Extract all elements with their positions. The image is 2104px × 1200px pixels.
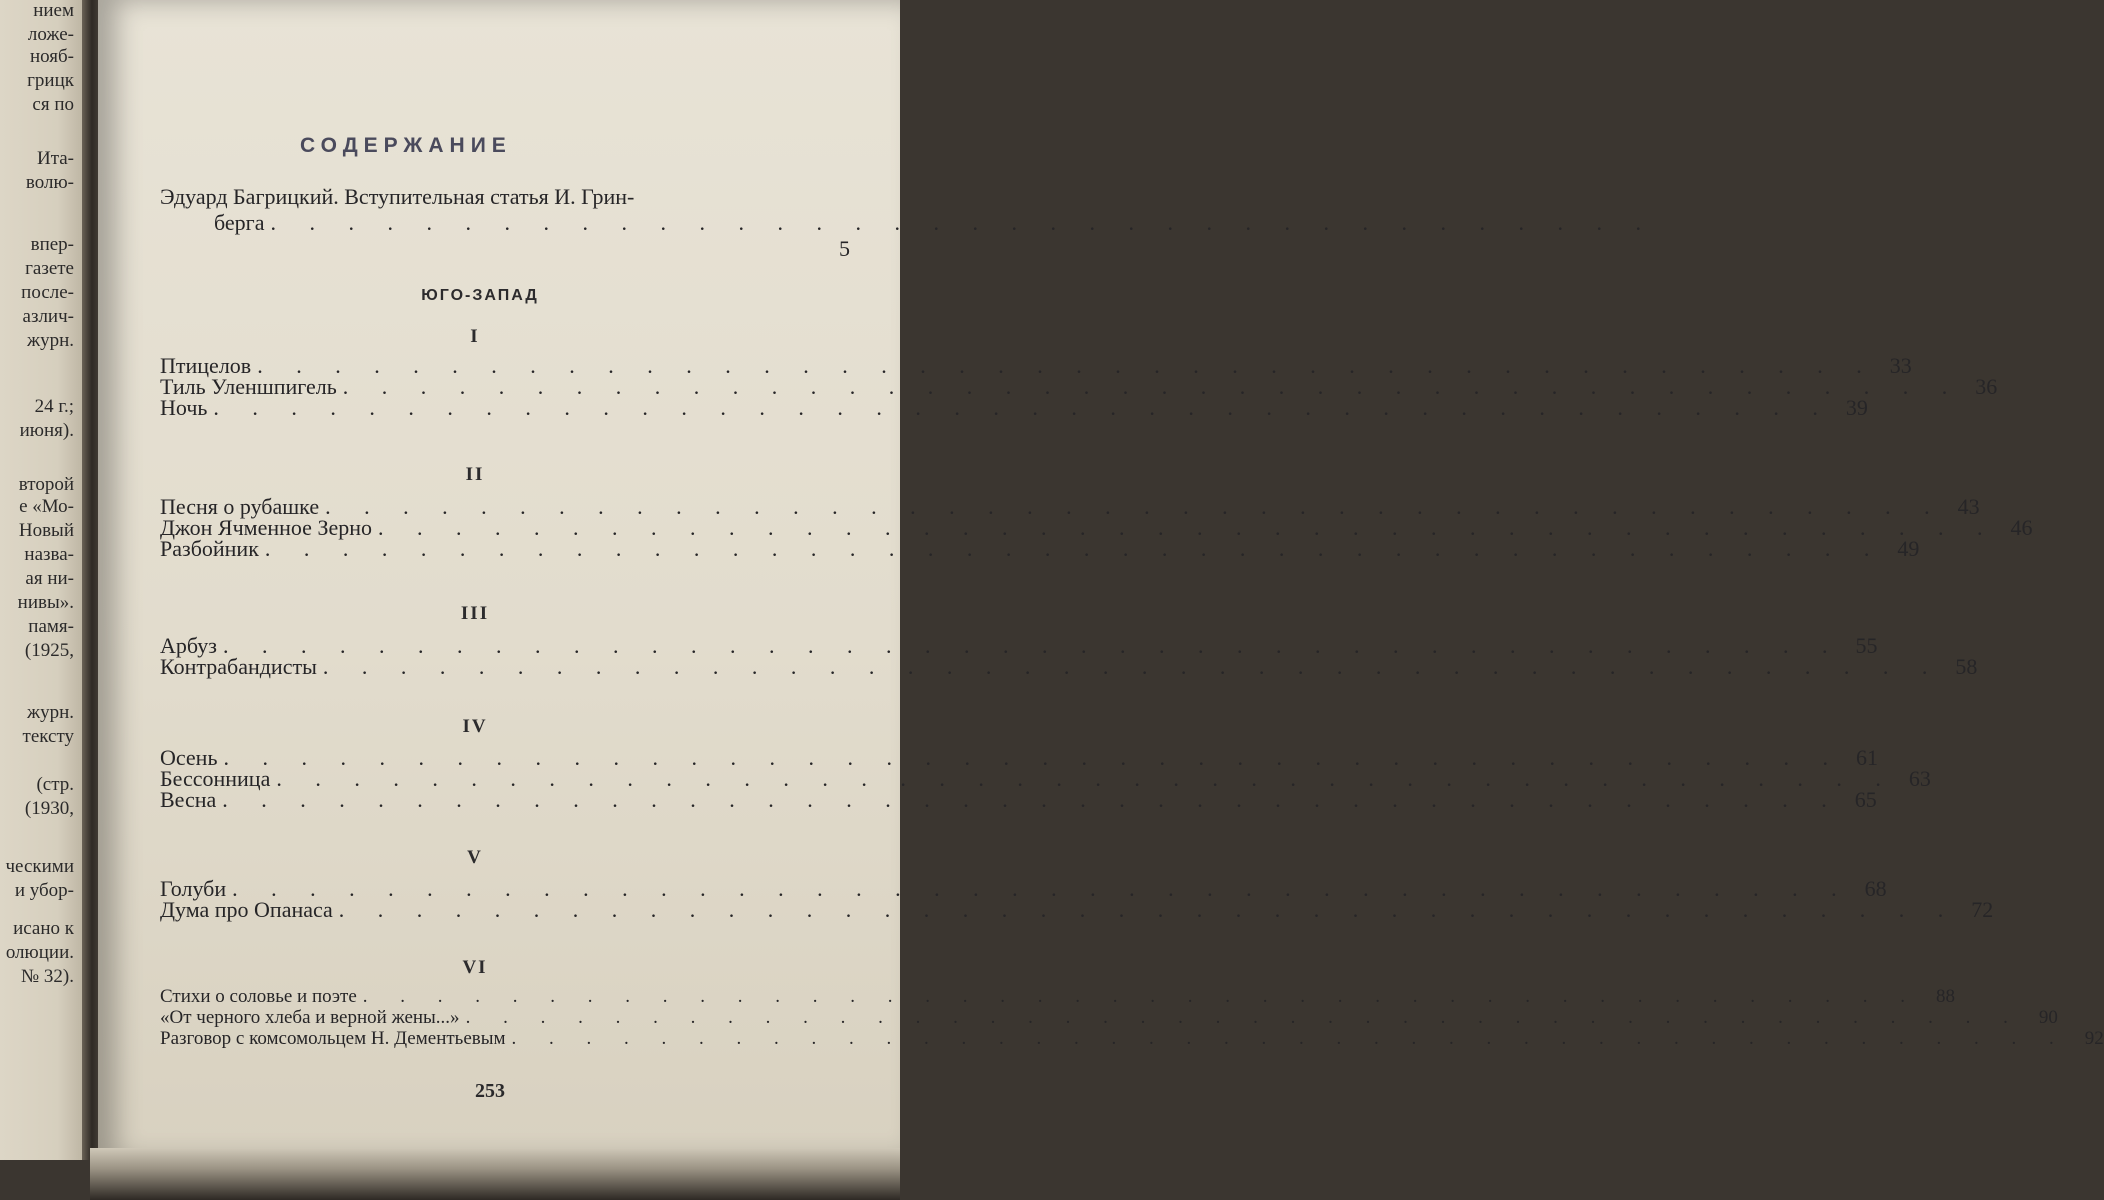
page-bottom-edge (90, 1148, 900, 1200)
facing-page-line: (1925, (24, 640, 74, 661)
facing-page-line: ческими (5, 856, 74, 877)
facing-page-line: Новый (18, 520, 74, 541)
facing-page-line: № 32). (21, 966, 74, 987)
entry-page-number: 88 (1936, 986, 1956, 1007)
entry-page-number: 46 (2010, 515, 2033, 540)
part-numeral: II (465, 464, 485, 485)
entry-title: Арбуз (160, 633, 217, 658)
leader-dots: . . . . . . . . . . . . . . . . . . . . . . . . . . . . . . . . . . . . (270, 210, 1655, 235)
facing-page-line: журн. (26, 330, 74, 351)
intro-line-2: берга (214, 210, 265, 235)
part-numeral: V (467, 847, 483, 868)
entry-page-number: 72 (1971, 897, 1994, 922)
facing-page-line: ая ни- (25, 568, 74, 589)
facing-page-line: июня). (19, 420, 74, 441)
entry-page-number: 55 (1855, 633, 1878, 658)
section-heading: ЮГО-ЗАПАД (421, 287, 539, 304)
entry-page-number: 43 (1957, 494, 1980, 519)
facing-page-line: азлич- (22, 306, 74, 327)
toc-entry (160, 654, 1978, 679)
facing-page-line: второй (18, 474, 74, 495)
entry-page-number: 33 (1889, 353, 1912, 378)
facing-page-line: (стр. (36, 774, 74, 795)
facing-page-line: волю- (25, 172, 74, 193)
leader-dots: . . . . . . . . . . . . . . . . . . . . . . . . . . . . . . . . . . . . . . . . . . (338, 897, 1958, 922)
leader-dots: . . . . . . . . . . . . . . . . . . . . . . . . . . . . . . . . . . . . . . . . . . (232, 876, 1851, 901)
entry-title: Птицелов (160, 353, 252, 378)
facing-page-line: олюции. (5, 942, 74, 963)
entry-title: Осень (160, 745, 218, 770)
entry-page-number: 61 (1856, 745, 1878, 770)
facing-page-line: е «Мо- (19, 496, 74, 517)
page-number: 253 (475, 1080, 505, 1102)
entry-page-number: 58 (1955, 654, 1978, 679)
leader-dots: . . . . . . . . . . . . . . . . . . . . . . . . . . . . . . . . . . . . . . . . . . (213, 395, 1832, 420)
part-numeral: VI (462, 957, 488, 978)
entry-page-number: 36 (1975, 374, 1998, 399)
leader-dots: . . . . . . . . . . . . . . . . . . . . . . . . . . . . . . . . . . . . . . . . . . (222, 787, 1841, 812)
part-numeral: I (470, 326, 480, 347)
entry-page-number: 65 (1854, 787, 1877, 812)
leader-dots: . . . . . . . . . . . . . . . . . . . . . . . . . . . . . . . . . . . . . . . . . . (223, 745, 1842, 770)
intro-page-number: 5 (839, 236, 850, 261)
leader-dots: . . . . . . . . . . . . . . . . . . . . . . . . . . . . . . . . . . . . . . . . . . (342, 374, 1962, 399)
facing-page-line: впер- (30, 234, 74, 255)
intro-entry (160, 184, 1655, 235)
leader-dots: . . . . . . . . . . . . . . . . . . . . . . . . . . . . . . . . . . . . . . . . . . (511, 1028, 2068, 1049)
entry-title: Ночь (160, 395, 208, 420)
leader-dots: . . . . . . . . . . . . . . . . . . . . . . . . . . . . . . . . . . . . . . . . . . (257, 353, 1876, 378)
facing-page-line: тексту (22, 726, 74, 747)
entry-title: Стихи о соловье и поэте (160, 986, 357, 1007)
facing-page-line: нием (33, 0, 74, 21)
toc-entry (160, 1028, 2104, 1050)
page-title: СОДЕРЖАНИЕ (300, 134, 512, 157)
entry-page-number: 63 (1908, 766, 1931, 791)
leader-dots: . . . . . . . . . . . . . . . . . . . . . . . . . . . . . . . . . . . . . . . . . . (276, 766, 1895, 791)
facing-page-line: журн. (26, 702, 74, 723)
entry-page-number: 68 (1864, 876, 1887, 901)
entry-title: Весна (160, 787, 217, 812)
facing-page-line: (1930, (24, 798, 74, 819)
entry-page-number: 90 (2038, 1007, 2058, 1028)
entry-title: Контрабандисты (160, 654, 317, 679)
facing-page-line: нояб- (29, 46, 74, 67)
entry-title: Песня о рубашке (160, 494, 320, 519)
leader-dots: . . . . . . . . . . . . . . . . . . . . . . . . . . . . . . . . . . . . . . . . . . (264, 536, 1884, 561)
facing-page-line: и убор- (14, 880, 74, 901)
facing-page-line: исано к (13, 918, 74, 939)
toc-entry (160, 897, 1994, 922)
leader-dots: . . . . . . . . . . . . . . . . . . . . . . . . . . . . . . . . . . . . . . . . . . (222, 633, 1842, 658)
facing-page-line: назва- (24, 544, 74, 565)
part-numeral: III (460, 603, 490, 624)
facing-page-line: ложе- (27, 24, 74, 45)
entry-page-number: 39 (1845, 395, 1868, 420)
facing-page-line: Ита- (36, 148, 74, 169)
leader-dots: . . . . . . . . . . . . . . . . . . . . . . . . . . . . . . . . . . . . . . . . . . (325, 494, 1944, 519)
entry-title: Дума про Опанаса (160, 897, 333, 922)
toc-entry (160, 986, 1956, 1008)
leader-dots: . . . . . . . . . . . . . . . . . . . . . . . . . . . . . . . . . . . . . . . . . . (465, 1007, 2022, 1028)
leader-dots: . . . . . . . . . . . . . . . . . . . . . . . . . . . . . . . . . . . . . . . . . . (322, 654, 1942, 679)
entry-page-number: 49 (1897, 536, 1920, 561)
facing-page-line: грицк (27, 70, 74, 91)
facing-page (0, 0, 82, 1160)
facing-page-line: после- (21, 282, 74, 303)
toc-entry (160, 536, 1920, 561)
entry-title: Голуби (160, 876, 227, 901)
facing-page-line: памя- (28, 616, 74, 637)
leader-dots: . . . . . . . . . . . . . . . . . . . . . . . . . . . . . . . . . . . . . . . . . . (362, 986, 1920, 1007)
part-numeral: IV (462, 716, 488, 737)
entry-page-number: 92 (2084, 1028, 2104, 1049)
toc-entry (160, 787, 1877, 812)
toc-entry (160, 395, 1868, 420)
entry-title: Разбойник (160, 536, 259, 561)
intro-line-1: Эдуард Багрицкий. Вступительная статья И. Грин- (160, 184, 635, 209)
facing-page-line: 24 г.; (34, 396, 74, 417)
toc-entry (160, 1007, 2058, 1029)
leader-dots: . . . . . . . . . . . . . . . . . . . . . . . . . . . . . . . . . . . . . . . . . . (378, 515, 1997, 540)
entry-title: Джон Ячменное Зерно (160, 515, 372, 540)
entry-title: Тиль Уленшпигель (160, 374, 337, 399)
facing-page-line: газете (25, 258, 74, 279)
entry-title: Бессонница (160, 766, 271, 791)
entry-title: Разговор с комсомольцем Н. Дементьевым (160, 1028, 506, 1049)
entry-title: «От черного хлеба и верной жены...» (160, 1007, 460, 1028)
facing-page-line: ся по (32, 94, 74, 115)
facing-page-line: нивы». (17, 592, 74, 613)
